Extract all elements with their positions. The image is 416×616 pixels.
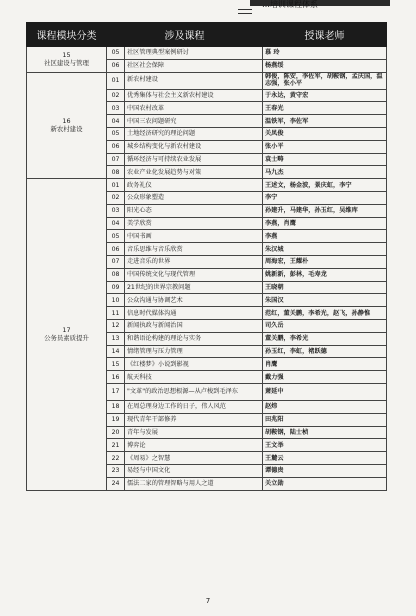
course-name: 现代青年干部修养	[125, 413, 263, 426]
course-number: 05	[107, 47, 125, 60]
teacher-names: 温铁军，李佐军	[263, 115, 387, 128]
course-number: 06	[107, 59, 125, 72]
course-name: 中国传统文化与现代管理	[125, 268, 263, 281]
header-row	[27, 23, 387, 47]
course-name: 儒法二家的管理智略与用人之道	[125, 477, 263, 490]
header-rule	[238, 13, 252, 14]
course-number: 02	[107, 191, 125, 204]
course-number: 21	[107, 439, 125, 452]
teacher-names: 李宁	[263, 191, 387, 204]
course-name: 循环经济与可持续农业发展	[125, 153, 263, 166]
teacher-names: 王晓朝	[263, 281, 387, 294]
course-number: 06	[107, 140, 125, 153]
course-name: 中国农村改革	[125, 102, 263, 115]
course-name: 和谐语论构建的理论与实务	[125, 332, 263, 345]
course-number: 24	[107, 477, 125, 490]
course-number: 09	[107, 281, 125, 294]
course-number: 03	[107, 102, 125, 115]
course-name: 美学欣赏	[125, 217, 263, 230]
header-course: 涉及课程	[107, 23, 263, 47]
course-name: 土地经济研究的理论问题	[125, 127, 263, 140]
teacher-names: 谭德贵	[263, 464, 387, 477]
teacher-names: 马九杰	[263, 166, 387, 179]
teacher-names: 胡鞍钢，陆士桢	[263, 426, 387, 439]
course-number: 14	[107, 345, 125, 358]
course-number: 04	[107, 217, 125, 230]
course-name: 《红楼梦》小说到影视	[125, 358, 263, 371]
course-number: 19	[107, 413, 125, 426]
teacher-names: 于永达，黄守宏	[263, 89, 387, 102]
teacher-names: 李燕，肖鹰	[263, 217, 387, 230]
course-number: 04	[107, 115, 125, 128]
course-name: 政务礼仪	[125, 179, 263, 192]
course-number: 05	[107, 230, 125, 243]
course-name: 易经与中国文化	[125, 464, 263, 477]
course-number: 01	[107, 179, 125, 192]
course-name: 中国三农问题研究	[125, 115, 263, 128]
course-number: 13	[107, 332, 125, 345]
course-number: 05	[107, 127, 125, 140]
course-number: 03	[107, 204, 125, 217]
teacher-names: 司久岳	[263, 319, 387, 332]
course-number: 08	[107, 166, 125, 179]
teacher-names: 田兆阳	[263, 413, 387, 426]
teacher-names: 孙玉红，李虹，褚跃德	[263, 345, 387, 358]
teacher-names: 朱国汉	[263, 294, 387, 307]
course-name: 信息时代媒体沟通	[125, 307, 263, 320]
course-number: 07	[107, 255, 125, 268]
teacher-names: 董关鹏，李希光	[263, 332, 387, 345]
course-number: 10	[107, 294, 125, 307]
header-category: 课程模块分类	[27, 23, 107, 47]
course-number: 17	[107, 383, 125, 400]
course-number: 06	[107, 243, 125, 256]
teacher-names: 朱汉城	[263, 243, 387, 256]
teacher-names: 慕 玲	[263, 47, 387, 60]
teacher-names: 韩俊，陈安，李佐军，胡鞍钢，孟庆国，温志强，张小平	[263, 72, 387, 89]
course-name: 公众形象塑造	[125, 191, 263, 204]
teacher-names: 王春光	[263, 102, 387, 115]
course-table	[26, 22, 387, 491]
course-name: 公众沟通与协调艺术	[125, 294, 263, 307]
teacher-names: 袁士畴	[263, 153, 387, 166]
course-number: 15	[107, 358, 125, 371]
course-number: 01	[107, 72, 125, 89]
course-name: 航天科技	[125, 371, 263, 384]
teacher-names: 赵炜	[263, 400, 387, 413]
course-name: 中国书画	[125, 230, 263, 243]
course-name: 新农村建设	[125, 72, 263, 89]
course-number: 18	[107, 400, 125, 413]
category-cell: 17 公务员素质提升	[27, 179, 107, 490]
teacher-names: 李燕	[263, 230, 387, 243]
teacher-names: 范红，董关鹏，李希光，赵飞，孙静惟	[263, 307, 387, 320]
course-name: 城乡结构变化与新农村建设	[125, 140, 263, 153]
page-number: 7	[205, 597, 211, 605]
teacher-names: 关立勋	[263, 477, 387, 490]
course-name: 《周易》之智慧	[125, 452, 263, 465]
course-number: 08	[107, 268, 125, 281]
table-row	[27, 47, 387, 60]
course-name: 社区社会保障	[125, 59, 263, 72]
course-name: 21世纪的世界宗教问题	[125, 281, 263, 294]
course-number: 02	[107, 89, 125, 102]
course-name: 在周总理身边工作的日子，伟人风范	[125, 400, 263, 413]
course-name: "文革"的政治思想根源—从卢梭到毛泽东	[125, 383, 263, 400]
teacher-names: 肖鹰	[263, 358, 387, 371]
header-rule	[238, 9, 252, 10]
course-number: 11	[107, 307, 125, 320]
course-name: 农业产业化发展趋势与对策	[125, 166, 263, 179]
teacher-names: 王麓云	[263, 452, 387, 465]
course-number: 16	[107, 371, 125, 384]
teacher-names: 关凤俊	[263, 127, 387, 140]
course-number: 12	[107, 319, 125, 332]
running-header: …培训课程体系	[262, 0, 318, 9]
course-name: 优秀集体与社会主义新农村建设	[125, 89, 263, 102]
course-name: 青年与发展	[125, 426, 263, 439]
category-cell: 15 社区建设与管理	[27, 47, 107, 73]
course-name: 社区管理典型案例研讨	[125, 47, 263, 60]
course-number: 20	[107, 426, 125, 439]
teacher-names: 萧延中	[263, 383, 387, 400]
course-name: 新闻执政与新闻治国	[125, 319, 263, 332]
course-name: 阳光心态	[125, 204, 263, 217]
teacher-names: 王文举	[263, 439, 387, 452]
course-name: 音乐思维与音乐欣赏	[125, 243, 263, 256]
header-teacher: 授课老师	[263, 23, 387, 47]
teacher-names: 王述文，杨金波，景庆虹，李宁	[263, 179, 387, 192]
teacher-names: 周海宏，王耀朴	[263, 255, 387, 268]
course-name: 情绪管理与压力管理	[125, 345, 263, 358]
teacher-names: 杨燕绥	[263, 59, 387, 72]
teacher-names: 戴力强	[263, 371, 387, 384]
table-row	[27, 72, 387, 89]
course-number: 23	[107, 464, 125, 477]
course-number: 07	[107, 153, 125, 166]
course-name: 走进音乐的世界	[125, 255, 263, 268]
teacher-names: 孙建升，马建华，孙玉红，吴维库	[263, 204, 387, 217]
course-number: 22	[107, 452, 125, 465]
table-row	[27, 179, 387, 192]
course-name: 博弈论	[125, 439, 263, 452]
category-cell: 16 新农村建设	[27, 72, 107, 179]
teacher-names: 张小平	[263, 140, 387, 153]
teacher-names: 姚新新，彭林，毛寿龙	[263, 268, 387, 281]
